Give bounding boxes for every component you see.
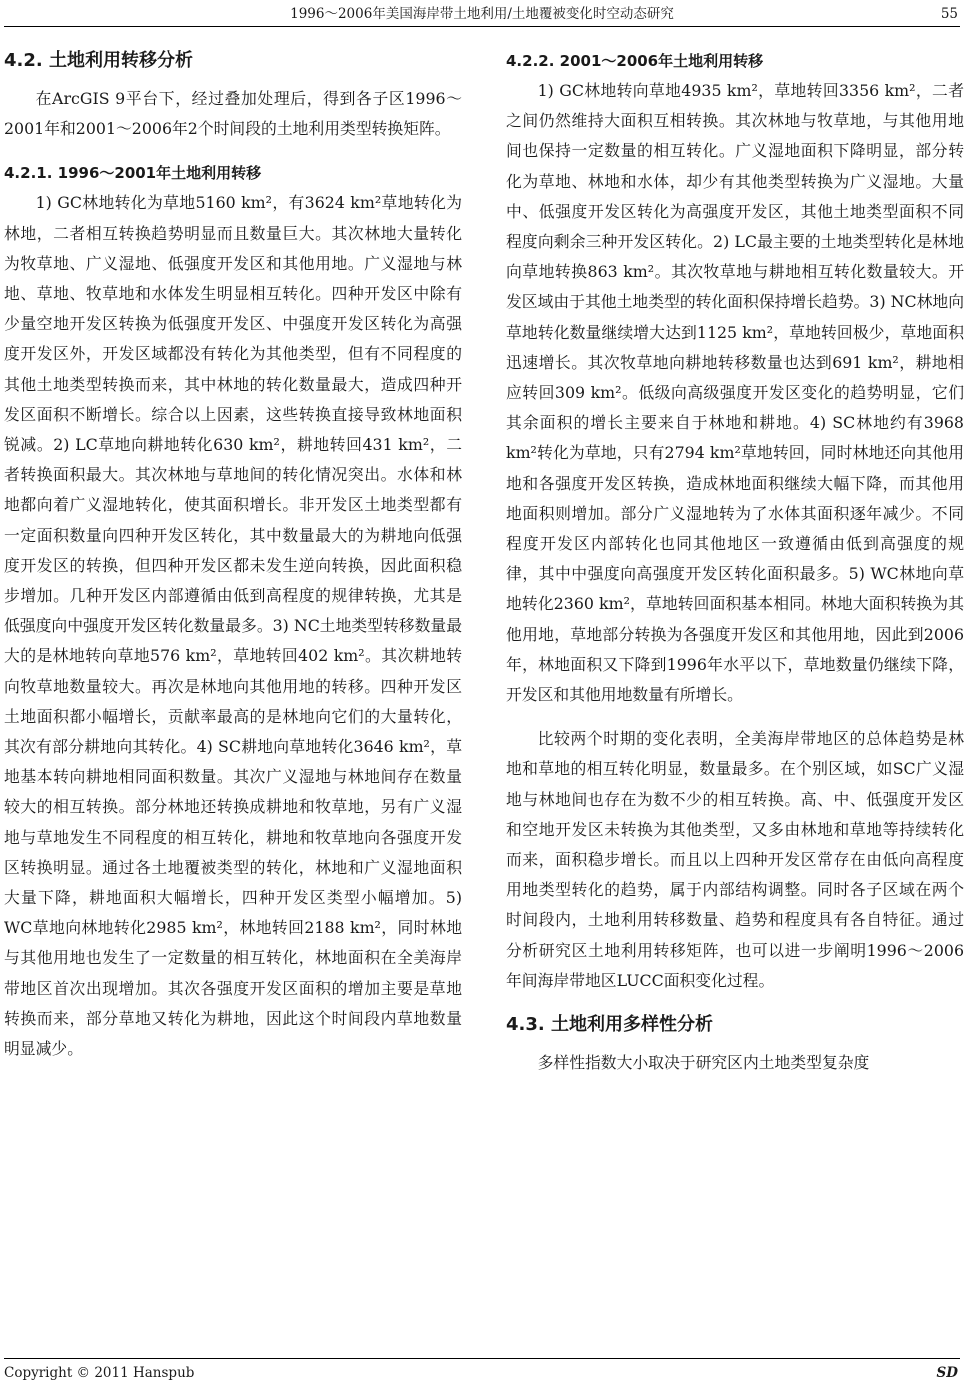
running-header [0, 4, 964, 28]
copyright-notice: Copyright © 2011 Hanspub [4, 1365, 195, 1381]
footer-rule [4, 1358, 960, 1359]
closing-paragraph: 多样性指数大小取决于研究区内土地类型复杂度 [537, 1053, 870, 1073]
journal-abbreviation: SD [936, 1365, 958, 1381]
running-title: 1996～2006年美国海岸带土地利用/土地覆被变化时空动态研究 [290, 6, 674, 22]
left-column [4, 46, 462, 1064]
body-paragraph-1996-2001: 1) GC林地转化为草地5160 km²，有3624 km²草地转化为林地，二者相互转换趋势明显而且数量巨大。其次林地大量转化为牧草地、广义湿地、低强度开发区和其他用地。广义湿地与林地、草地、牧草地和水体发生明显相互转化。四种开发区中除有少量空地开发区转换为低强度开发区、中强度开发区转化为高强度开发区外，开发区域都没有转化为其他类型，但有不同程度的其他土地类型转换而来，其中林地的转化数量最大，造成四种开发区面积不断增长。综合以上因素，这些转换直接导致林地面积锐减。2) LC草地向耕地转化630 km²，耕地转回431 km²，二者转换面积最大。其次林地与草地间的转化情况突出。水体和林地都向着广义湿地转化，使其面积增长。非开发区土地类型都有一定面积数量向四种开发区转化，其中数量最大的为耕地向低强度开发区的转换，但四种开发区都未发生逆向转换，因此面积稳步增加。几种开发区内部遵循由低到高程度的规律转换，尤其是低强度向中强度开发区转化数量最多。3) NC土地类型转移数量最大的是林地转向草地576 km²，草地转回402 km²。其次耕地转向牧草地数量较大。再次是林地向其他用地的转移。四种开发区土地面积都小幅增长，贡献率最高的是林地向它们的大量转化，其次有部分耕地向其转化。4) SC耕地向草地转化3646 km²，草地基本转向耕地相同面积数量。其次广义湿地与林地间存在数量较大的相互转换。部分林地还转换成耕地和牧草地，另有广义湿地与草地发生不同程度的相互转化，耕地和牧草地向各强度开发区转换明显。通过各土地覆被类型的转化，林地和广义湿地面积大量下降，耕地面积大幅增长，四种开发区类型小幅增加。5) WC草地向林地转化2985 km²，林地转回2188 km²，同时林地与其他用地也发生了一定数量的相互转化，林地面积在全美海岸带地区首次出现增加。其次各强度开发区面积的增加主要是草地转换而来，部分草地又转化为耕地，因此这个时间段内草地数量明显减少。 [4, 193, 462, 1059]
intro-paragraph: 在ArcGIS 9平台下，经过叠加处理后，得到各子区1996～2001年和2001～2006年2个时间段的土地利用类型转换矩阵。 [4, 89, 462, 139]
header-rule [4, 26, 960, 27]
subsection-heading-4-2-2: 4.2.2. 2001～2006年土地利用转移 [506, 52, 764, 70]
section-heading-4-2: 4.2. 土地利用转移分析 [4, 50, 193, 71]
section-heading-4-3: 4.3. 土地利用多样性分析 [506, 1014, 713, 1036]
subsection-heading-4-2-1: 4.2.1. 1996～2001年土地利用转移 [4, 164, 262, 183]
page-number: 55 [940, 6, 958, 22]
body-paragraph-2001-2006: 1) GC林地转向草地4935 km²，草地转回3356 km²，二者之间仍然维持大面积互相转换。其次林地与牧草地，与其他用地间也保持一定数量的相互转化。广义湿地面积下降明显，部分转化为草地、林地和水体，却少有其他类型转换为广义湿地。大量中、低强度开发区转化为高强度开发区，其他土地类型面积不同程度向剩余三种开发区转化。2) LC最主要的土地类型转化是林地向草地转换863 km²。其次牧草地与耕地相互转化数量较大。开发区域由于其他土地类型的转化面积保持增长趋势。3) NC林地向草地转化数量继续增大达到1125 km²，草地转回极少，草地面积迅速增长。其次牧草地向耕地转移数量也达到691 km²，耕地相应转回309 km²。低级向高级强度开发区变化的趋势明显，它们其余面积的增长主要来自于林地和耕地。4) SC林地约有3968 km²转化为草地，只有2794 km²草地转回，同时林地还向其他用地和各强度开发区转换，造成林地面积继续大幅下降，而其他用地面积则增加。部分广义湿地转为了水体其面积逐年减少。不同程度开发区内部转化也同其他地区一致遵循由低到高强度的规律，其中中强度向高强度开发区转化面积最多。5) WC林地向草地转化2360 km²，草地转回面积基本相同。林地大面积转换为其他用地，草地部分转换为各强度开发区和其他用地，因此到2006年，林地面积又下降到1996年水平以下，草地数量仍继续下降，开发区和其他用地数量有所增长。 [506, 81, 964, 705]
summary-paragraph: 比较两个时期的变化表明，全美海岸带地区的总体趋势是林地和草地的相互转化明显，数量最多。在个别区域，如SC广义湿地与林地间也存在为数不少的相互转换。高、中、低强度开发区和空地开发区未转换为其他类型，又多由林地和草地等持续转化而来，面积稳步增长。而且以上四种开发区常存在由低向高程度用地类型转化的趋势，属于内部结构调整。同时各子区域在两个时间段内，土地利用转移数量、趋势和程度具有各自特征。通过分析研究区土地利用转移矩阵，也可以进一步阐明1996～2006年间海岸带地区LUCC面积变化过程。 [506, 729, 964, 990]
right-column [506, 46, 964, 1078]
